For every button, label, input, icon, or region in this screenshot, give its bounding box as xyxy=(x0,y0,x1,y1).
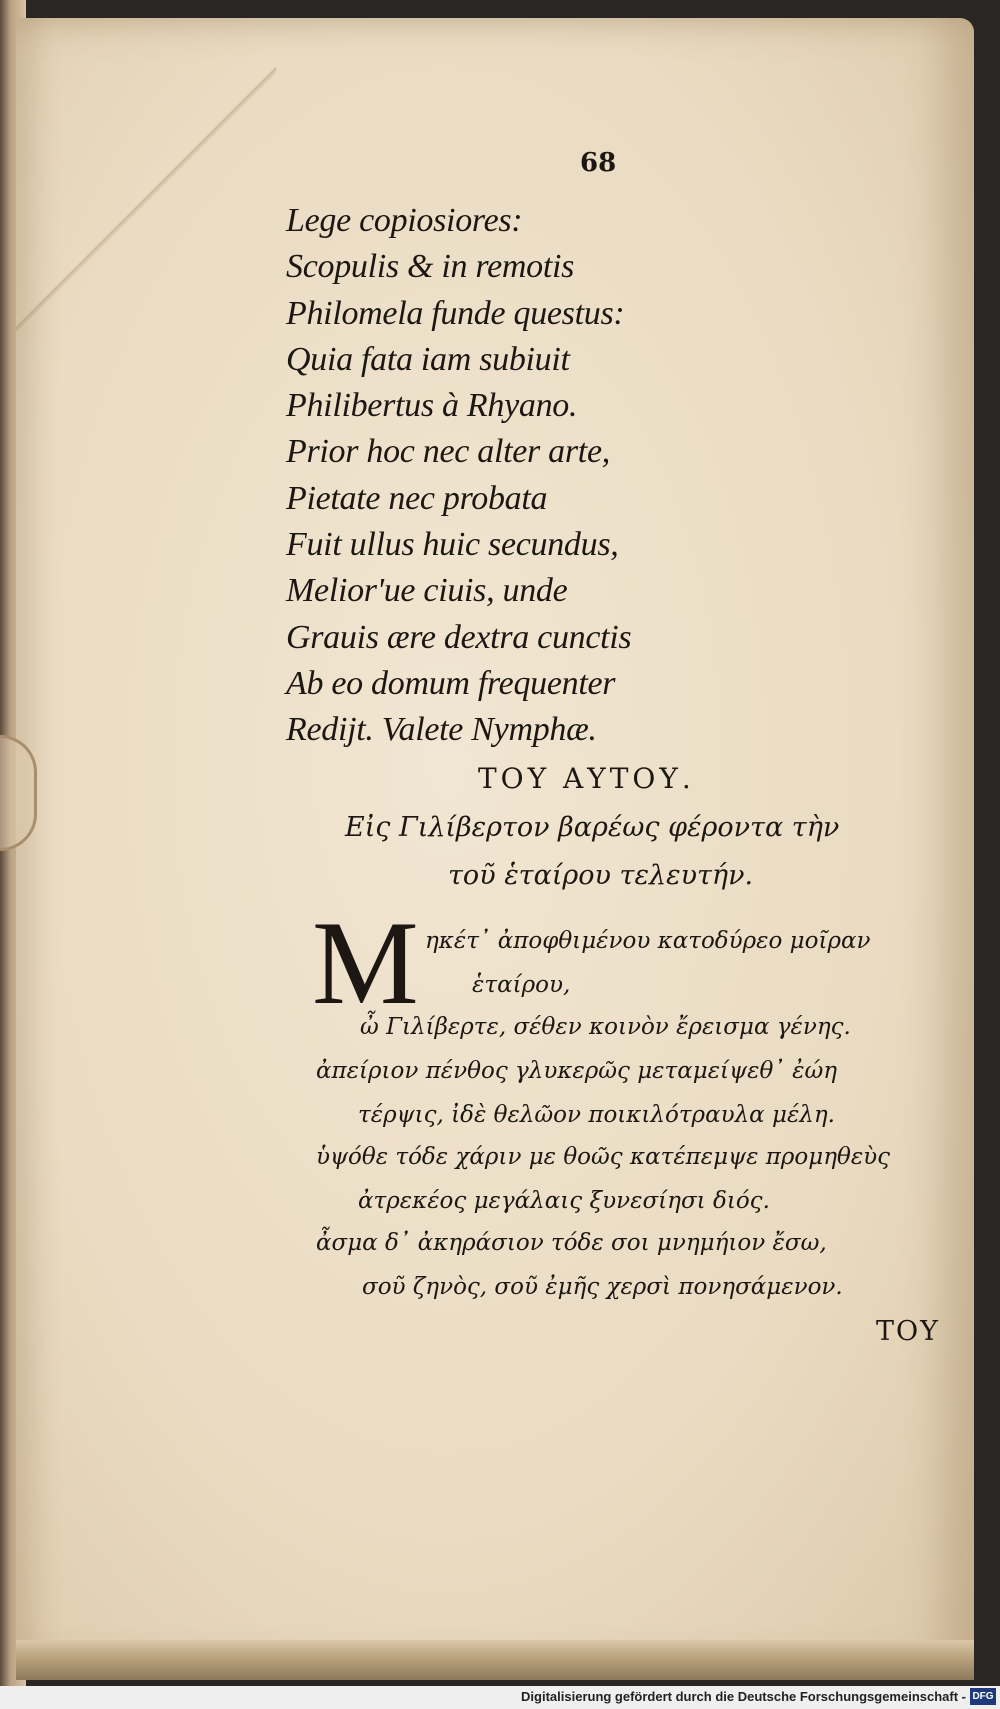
page-number: 68 xyxy=(580,148,617,178)
page-fold-crease xyxy=(16,18,276,378)
latin-poem-line: Quia fata iam subiuit xyxy=(286,340,570,378)
latin-poem-line: Philibertus à Rhyano. xyxy=(286,387,578,425)
greek-poem-line: ἀτρεκέος μεγάλαις ξυνεσίησι διός. xyxy=(358,1188,770,1214)
greek-poem-line: ὑψόθε τόδε χάριν με θοῶς κατέπεμψε προμηθεὺς xyxy=(316,1144,891,1170)
latin-poem-line: Scopulis & in remotis xyxy=(286,248,575,286)
greek-poem-line: ἑταίρου, xyxy=(472,972,571,998)
dfg-logo: DFG xyxy=(970,1688,996,1705)
latin-poem-line: Grauis ære dextra cunctis xyxy=(286,618,632,656)
greek-poem-line: ηκέτ᾽ ἀποφθιμένου κατοδύρεο μοῖραν xyxy=(425,928,871,954)
footer-credit: Digitalisierung gefördert durch die Deutsche Forschungsgemeinschaft - xyxy=(521,1689,966,1704)
latin-poem-line: Melior'ue ciuis, unde xyxy=(286,572,568,610)
latin-poem-line: Ab eo domum frequenter xyxy=(286,664,616,702)
latin-poem-line: Philomela funde questus: xyxy=(286,294,625,332)
catchword: ΤΟΥ xyxy=(876,1316,940,1347)
greek-poem-line: ἆσμα δ᾽ ἀκηράσιον τόδε σοι μνημήιον ἔσω, xyxy=(316,1230,827,1256)
greek-title-line: τοῦ ἑταίρου τελευτήν. xyxy=(448,860,754,891)
latin-poem-line: Rediјt. Valete Nymphæ. xyxy=(286,711,597,749)
decorative-initial: M xyxy=(312,896,419,1029)
page-bottom-edge xyxy=(16,1640,974,1680)
latin-poem-line: Fuit ullus huic secundus, xyxy=(286,526,619,564)
latin-poem-line: Lege copiosiores: xyxy=(286,202,523,239)
greek-title-line: Εἰς Γιλίβερτον βαρέως φέροντα τὴν xyxy=(345,812,840,843)
greek-poem-line: ὦ Γιλίβερτε, σέθεν κοινὸν ἔρεισμα γένης. xyxy=(360,1014,851,1040)
latin-poem xyxy=(286,198,631,754)
latin-poem-line: Prior hoc nec alter arte, xyxy=(286,433,610,471)
greek-poem-line: τέρψις, ἰδὲ θελῶον ποικιλότραυλα μέλη. xyxy=(358,1102,835,1128)
greek-section-heading: ΤΟΥ ΑΥΤΟΥ. xyxy=(478,762,695,795)
greek-poem-line: σοῦ ζηνὸς, σοῦ ἐμῆς χερσὶ πονησάμενον. xyxy=(362,1274,843,1300)
latin-poem-line: Pietate nec probata xyxy=(286,479,548,517)
greek-poem-line: ἀπείριον πένθος γλυκερῶς μεταμείψεθ᾽ ἐώη xyxy=(316,1058,837,1084)
